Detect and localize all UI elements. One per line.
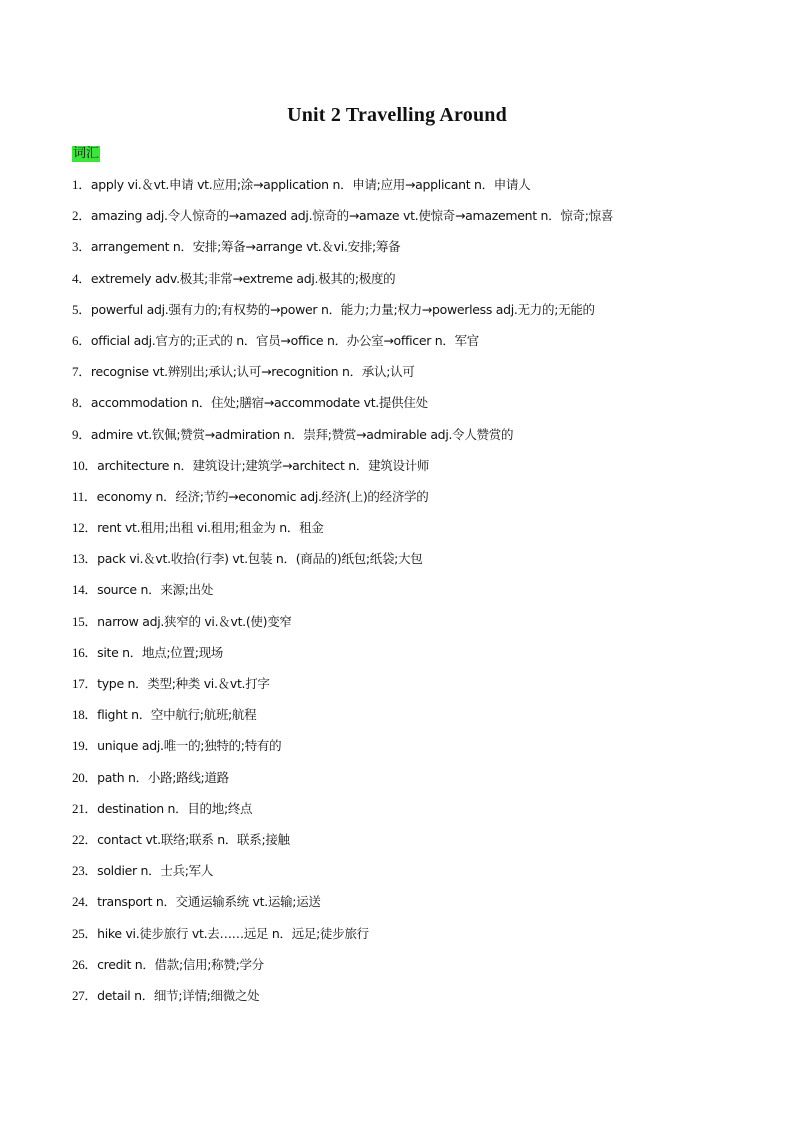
entry-text: apply vi.＆vt.申请 vt.应用;涂→application n．申请;应用→applicant n．申请人: [90, 177, 531, 192]
entry-number: 19．: [72, 738, 98, 754]
entry-text: economy n．经济;节约→economic adj.经济(上)的经济学的: [96, 488, 429, 504]
entry-number: 13．: [72, 551, 98, 567]
vocab-entry: [72, 737, 732, 768]
vocab-entry: [72, 238, 732, 269]
vocab-entry: [72, 550, 732, 581]
vocab-entry: [72, 956, 732, 987]
entry-text: extremely adv.极其;非常→extreme adj.极其的;极度的: [90, 270, 396, 286]
vocab-entry: [72, 893, 732, 924]
entry-number: 27．: [72, 987, 98, 1003]
entry-text: pack vi.＆vt.收拾(行李) vt.包装 n．(商品的)纸包;纸袋;大包: [97, 551, 423, 567]
entry-number: 20．: [72, 769, 98, 785]
entry-number: 10．: [72, 457, 98, 473]
entry-number: 17．: [72, 676, 98, 691]
vocab-entry: [72, 831, 732, 862]
entry-number: 22．: [72, 831, 98, 847]
vocab-entry: [72, 925, 732, 956]
vocab-entry: [72, 706, 732, 737]
entry-text: source n．来源;出处: [97, 582, 214, 598]
entry-number: 15．: [72, 613, 98, 629]
entry-text: destination n．目的地;终点: [97, 800, 253, 816]
entry-text: soldier n．士兵;军人: [97, 863, 214, 879]
page-title: Unit 2 Travelling Around: [287, 104, 507, 126]
vocab-entry: [72, 644, 732, 675]
entry-text: narrow adj.狭窄的 vi.＆vt.(使)变窄: [97, 613, 292, 629]
vocab-entry: [72, 800, 732, 831]
vocab-entry: [72, 207, 732, 238]
vocab-entry: [72, 519, 732, 550]
vocab-entry: [72, 301, 732, 332]
entry-number: 14．: [72, 582, 98, 598]
entry-text: site n．地点;位置;现场: [97, 644, 224, 660]
entry-text: path n．小路;路线;道路: [97, 769, 229, 785]
entry-text: admire vt.钦佩;赞赏→admiration n．崇拜;赞赏→admirable adj.令人赞赏的: [90, 426, 514, 442]
vocab-entry: [72, 581, 732, 612]
vocab-entry: [72, 769, 732, 800]
entry-text: type n．类型;种类 vi.＆vt.打字: [97, 676, 270, 691]
entry-number: 25．: [72, 925, 98, 941]
entry-number: 6．: [72, 332, 91, 348]
vocab-entry: [72, 176, 732, 207]
entry-number: 5．: [72, 301, 91, 317]
entry-text: arrangement n．安排;筹备→arrange vt.＆vi.安排;筹备: [90, 239, 401, 255]
entry-text: powerful adj.强有力的;有权势的→power n．能力;力量;权力→powerless adj.无力的;无能的: [90, 301, 595, 317]
entry-number: 21．: [72, 800, 98, 816]
vocab-entry: [72, 613, 732, 644]
vocab-entry: [72, 488, 732, 519]
vocab-entry: [72, 363, 732, 394]
entry-text: detail n．细节;详情;细微之处: [97, 987, 260, 1003]
entry-number: 1．: [72, 177, 91, 192]
entry-number: 23．: [72, 863, 98, 879]
vocab-entry: [72, 332, 732, 363]
entry-text: official adj.官方的;正式的 n．官员→office n．办公室→officer n．军官: [90, 332, 479, 348]
vocab-entry: [72, 457, 732, 488]
entry-text: flight n．空中航行;航班;航程: [97, 707, 257, 723]
entry-number: 7．: [72, 364, 91, 380]
entry-text: rent vt.租用;出租 vi.租用;租金为 n．租金: [97, 520, 324, 536]
entry-number: 16．: [72, 644, 98, 660]
vocab-entry: [72, 862, 732, 893]
entry-text: accommodation n．住处;膳宿→accommodate vt.提供住处: [90, 395, 428, 411]
entry-number: 8．: [72, 395, 91, 411]
entry-number: 4．: [72, 270, 91, 286]
entry-number: 26．: [72, 956, 98, 972]
entry-number: 9．: [72, 426, 91, 442]
entry-number: 24．: [72, 894, 98, 910]
entry-text: architecture n．建筑设计;建筑学→architect n．建筑设计师: [97, 457, 430, 473]
entry-text: recognise vt.辨别出;承认;认可→recognition n．承认;认可: [90, 364, 415, 380]
entry-text: credit n．借款;信用;称赞;学分: [97, 956, 264, 972]
vocab-entry: [72, 426, 732, 457]
entry-text: unique adj.唯一的;独特的;特有的: [97, 738, 282, 754]
entry-text: amazing adj.令人惊奇的→amazed adj.惊奇的→amaze vt.使惊奇→amazement n．惊奇;惊喜: [90, 208, 614, 224]
entry-text: hike vi.徒步旅行 vt.去……远足 n．远足;徒步旅行: [97, 925, 369, 941]
entry-number: 11．: [72, 488, 97, 504]
section-label-vocabulary: 词汇: [73, 146, 100, 161]
entry-number: 2．: [72, 208, 91, 224]
vocab-entry: [72, 675, 732, 706]
entry-number: 12．: [72, 520, 98, 536]
entry-number: 18．: [72, 707, 98, 723]
vocab-entry: [72, 394, 732, 425]
vocab-entry: [72, 987, 732, 1018]
vocabulary-list: [72, 176, 732, 1018]
entry-text: transport n．交通运输系统 vt.运输;运送: [97, 894, 321, 910]
vocab-entry: [72, 270, 732, 301]
entry-text: contact vt.联络;联系 n．联系;接触: [97, 831, 290, 847]
entry-number: 3．: [72, 239, 91, 255]
